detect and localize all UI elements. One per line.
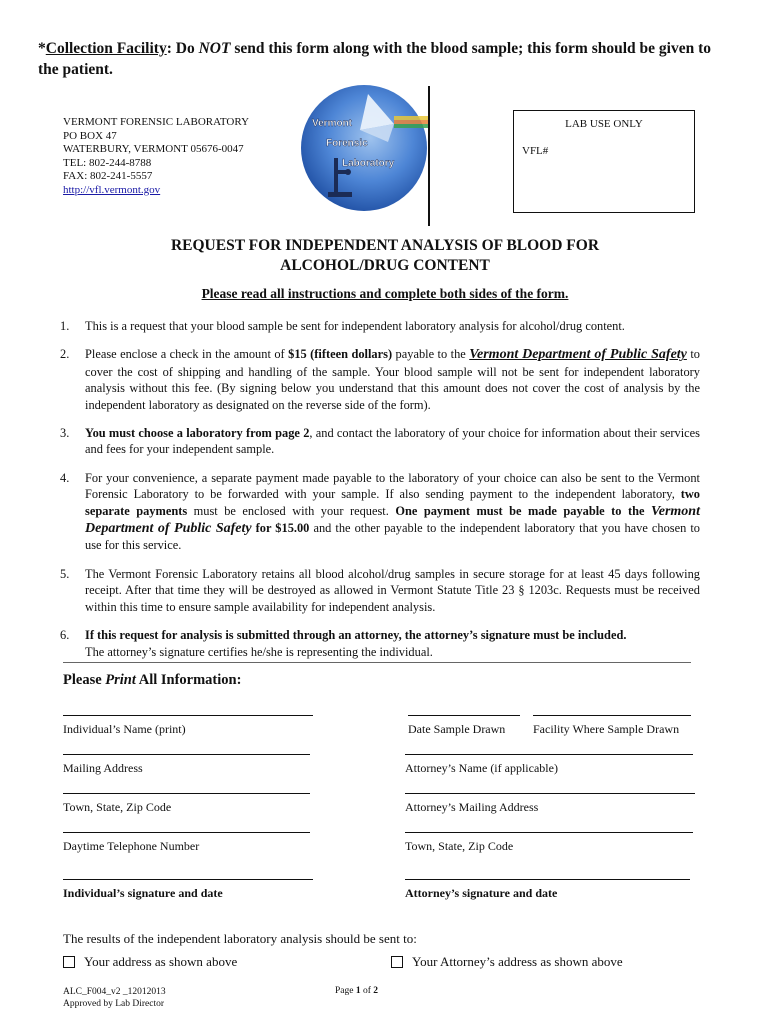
print-info-heading <box>63 672 241 689</box>
lab-po-box: PO BOX 47 <box>63 129 117 142</box>
lab-fax: FAX: 802-241-5557 <box>63 170 153 182</box>
option-label: Your Attorney’s address as shown above <box>412 954 623 969</box>
signature-line[interactable] <box>405 879 690 880</box>
item-number: 5. <box>60 566 70 581</box>
item-text: , and contact the laboratory of your choice for information about their services and fees for your independent sample. <box>85 426 700 457</box>
field-label: Town, State, Zip Code <box>405 839 514 853</box>
signature-line[interactable] <box>405 832 693 833</box>
signature-line[interactable] <box>533 715 691 716</box>
heading-part: Print <box>105 672 136 688</box>
lab-website-link[interactable]: http://vfl.vermont.gov <box>63 183 161 196</box>
instruction-item-4 <box>60 470 700 554</box>
instructions-subtitle: Please read all instructions and complete both sides of the form. <box>201 286 569 301</box>
signature-line[interactable] <box>63 832 310 833</box>
item-text: The Vermont Forensic Laboratory retains all blood alcohol/drug samples in secure storage for at least 45 days following receipt. After that time they will be destroyed as allowed in Vermont Statute Title 23 § 1203c. Requests must be received within this time to ensure sample availability for independent analysis. <box>85 566 700 614</box>
item-emphasis: You must choose a laboratory from page 2 <box>85 426 310 441</box>
vfl-logo <box>298 76 430 220</box>
notice-rest: send this form along with the blood sample; this form should be given to the patient. <box>38 40 711 78</box>
signature-line[interactable] <box>63 793 310 794</box>
item-text: For your convenience, a separate payment made payable to the laboratory of your choice can also be sent to the Vermont Forensic Laboratory to be forwarded with your sample. If also sending payment to the independent laboratory, <box>85 470 700 502</box>
field-label: Date Sample Drawn <box>408 722 506 736</box>
lab-city: WATERBURY, VERMONT 05676-0047 <box>63 143 244 155</box>
logo-word-2: Forensic <box>326 138 368 149</box>
form-code <box>63 986 166 1010</box>
signature-line[interactable] <box>63 754 310 755</box>
item-number: 6. <box>60 628 70 643</box>
option-attorney-address[interactable] <box>391 954 623 970</box>
form-title-line-1: REQUEST FOR INDEPENDENT ANALYSIS OF BLOOD FOR <box>170 237 600 254</box>
fee-amount: for $15.00 <box>251 521 310 536</box>
instructions-list <box>60 318 700 660</box>
page-number <box>335 986 378 996</box>
item-text: payable to the <box>392 347 470 362</box>
lab-use-title: LAB USE ONLY <box>565 118 643 130</box>
asterisk: * <box>38 40 46 57</box>
signature-line[interactable] <box>405 793 695 794</box>
field-label: Attorney’s Mailing Address <box>405 800 539 814</box>
logo-word-3: Laboratory <box>342 158 395 169</box>
option-your-address[interactable] <box>63 954 237 970</box>
instruction-item-3 <box>60 425 700 458</box>
instruction-item-5 <box>60 566 700 615</box>
payee-name: Vermont Department of Public Safety <box>85 503 700 537</box>
item-number: 4. <box>60 470 70 485</box>
signature-line[interactable] <box>405 754 693 755</box>
individual-signature-field[interactable] <box>63 879 313 901</box>
field-label: Attorney’s signature and date <box>405 886 558 900</box>
heading-part: All Information: <box>135 672 242 688</box>
form-version: ALC_F004_v2 _12012013 <box>63 987 166 997</box>
instruction-item-2 <box>60 346 700 413</box>
signature-line[interactable] <box>63 715 313 716</box>
individual-name-field[interactable] <box>63 715 313 737</box>
facility-field[interactable] <box>533 715 691 737</box>
section-divider <box>63 662 691 663</box>
page-prefix: Page <box>335 986 356 996</box>
page-total: 2 <box>373 986 379 996</box>
lab-name: VERMONT FORENSIC LABORATORY <box>63 116 250 128</box>
vfl-number-label: VFL# <box>522 145 549 157</box>
item-number: 3. <box>60 426 70 441</box>
results-prompt: The results of the independent laboratory analysis should be sent to: <box>63 931 417 946</box>
mailing-address-field[interactable] <box>63 754 310 776</box>
attorney-name-field[interactable] <box>405 754 693 776</box>
field-label: Attorney’s Name (if applicable) <box>405 761 558 775</box>
instruction-item-1 <box>60 318 700 334</box>
logo-word-1: Vermont <box>312 118 353 129</box>
notice-do: : Do <box>166 40 199 57</box>
item-text: Please enclose a check in the amount of <box>85 347 289 362</box>
field-label: Individual’s Name (print) <box>63 722 186 736</box>
field-label: Town, State, Zip Code <box>63 800 172 814</box>
signature-line[interactable] <box>408 715 520 716</box>
notice-label: Collection Facility <box>45 40 167 57</box>
date-drawn-field[interactable] <box>408 715 520 737</box>
item-text: and the other payable to the independent laboratory that you have chosen to use for this service. <box>85 521 701 553</box>
notice-not: NOT <box>198 40 231 57</box>
item-text: to cover the cost of shipping and handling of the sample. Your blood sample will not be sent for independent laboratory analysis without this fee. (By signing below you understand that this amount does not cover the cost of analysis by the independent laboratory as designated on the reverse side of the form). <box>85 347 700 412</box>
attorney-mailing-field[interactable] <box>405 793 695 815</box>
field-label: Individual’s signature and date <box>63 886 223 900</box>
page-of: of <box>360 986 374 996</box>
lab-address-block <box>63 116 249 197</box>
payee-name: Vermont Department of Public Safety <box>469 347 687 363</box>
lab-use-only-box <box>513 110 695 213</box>
form-title-line-2: ALCOHOL/DRUG CONTENT <box>280 257 490 274</box>
attorney-signature-field[interactable] <box>405 879 690 901</box>
item-emphasis: If this request for analysis is submitted through an attorney, the attorney’s signature must be included. <box>85 628 627 643</box>
item-number: 1. <box>60 319 70 333</box>
attorney-town-field[interactable] <box>405 832 693 854</box>
heading-part: Please <box>63 672 106 688</box>
item-emphasis: One payment must be made payable to the <box>395 503 651 518</box>
daytime-phone-field[interactable] <box>63 832 310 854</box>
option-label: Your address as shown above <box>84 954 238 969</box>
signature-line[interactable] <box>63 879 313 880</box>
item-number: 2. <box>60 347 70 362</box>
item-text: This is a request that your blood sample be sent for independent laboratory analysis for alcohol/drug content. <box>85 319 625 333</box>
checkbox[interactable] <box>63 956 75 968</box>
checkbox[interactable] <box>391 956 403 968</box>
instruction-item-6 <box>60 627 700 660</box>
field-label: Facility Where Sample Drawn <box>533 722 680 736</box>
collection-facility-notice <box>38 38 718 80</box>
field-label: Mailing Address <box>63 761 143 775</box>
fee-amount: $15 (fifteen dollars) <box>288 347 393 362</box>
town-state-zip-field[interactable] <box>63 793 310 815</box>
header-divider <box>428 86 430 226</box>
lab-tel: TEL: 802-244-8788 <box>63 156 152 169</box>
form-title <box>0 236 770 276</box>
field-label: Daytime Telephone Number <box>63 839 200 853</box>
item-text: must be enclosed with your request. <box>187 503 396 518</box>
item-emphasis: two separate payments <box>85 487 700 518</box>
approval-note: Approved by Lab Director <box>63 999 165 1009</box>
page-current: 1 <box>355 986 361 996</box>
item-text: The attorney’s signature certifies he/she is representing the individual. <box>85 644 433 659</box>
